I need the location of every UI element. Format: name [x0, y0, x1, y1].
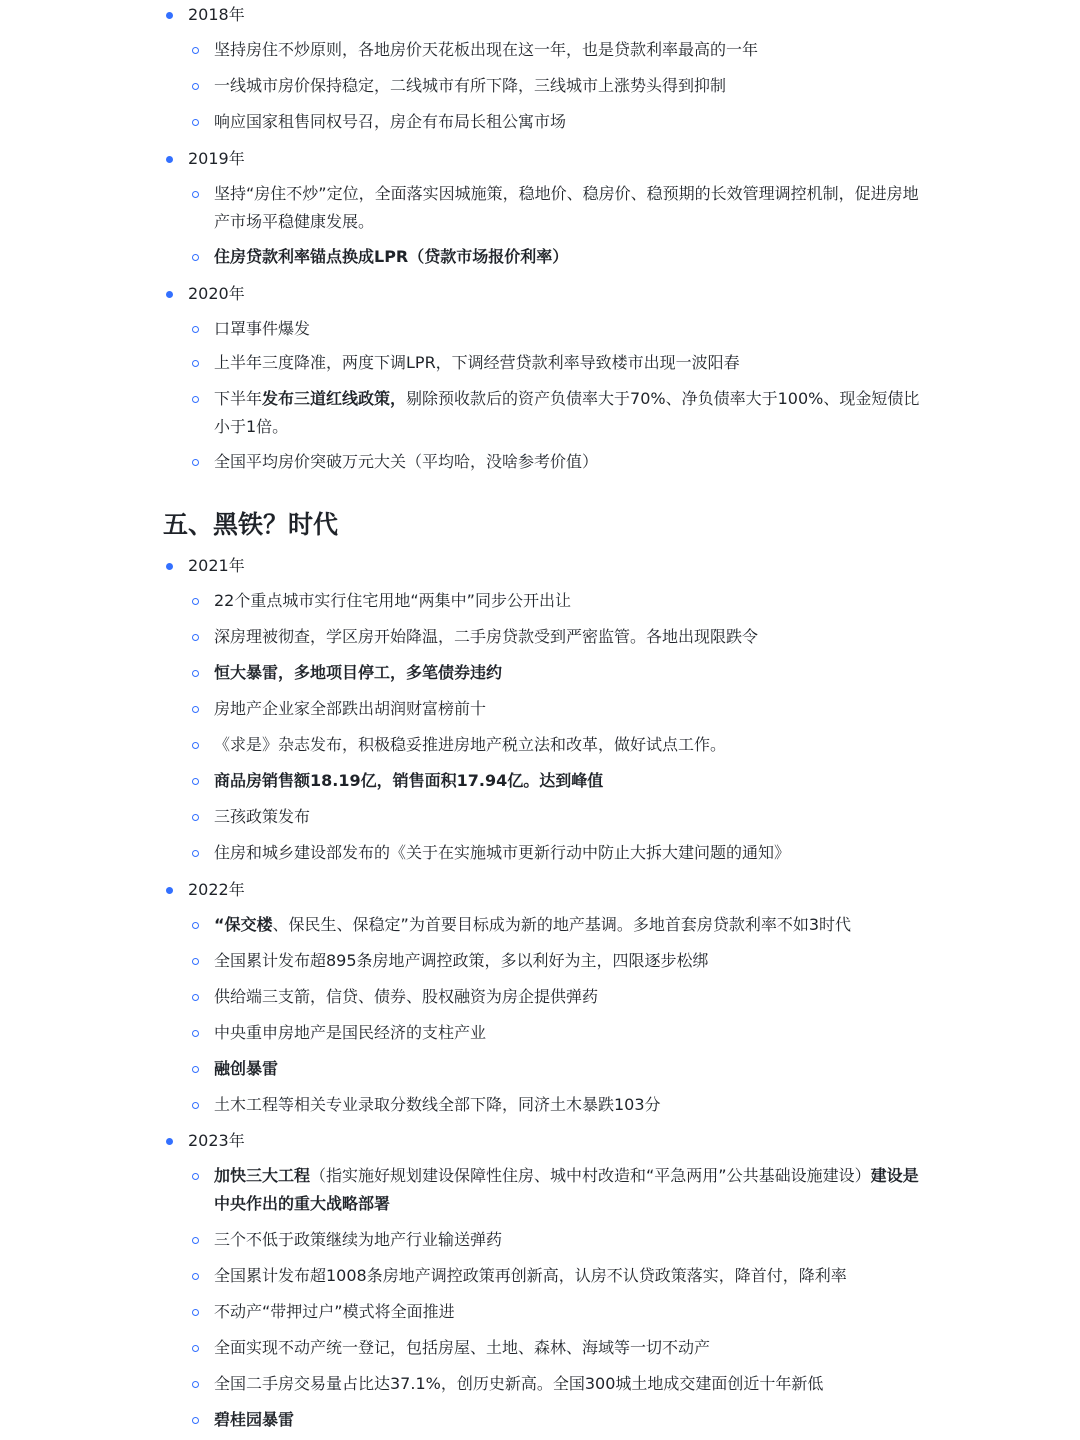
- list-item: “保交楼、保民生、保稳定”为首要目标成为新的地产基调。多地首套房贷款利率不如3时代: [214, 911, 924, 939]
- list-item: 土木工程等相关专业录取分数线全部下降，同济土木暴跌103分: [214, 1091, 924, 1119]
- year-bullet: 2018年: [188, 0, 245, 30]
- list-item: 三孩政策发布: [214, 803, 924, 831]
- list-item: 全面实现不动产统一登记，包括房屋、土地、森林、海域等一切不动产: [214, 1334, 924, 1362]
- list-item: 《求是》杂志发布，积极稳妥推进房地产税立法和改革，做好试点工作。: [214, 731, 924, 759]
- list-item: 坚持房住不炒原则，各地房价天花板出现在这一年，也是贷款利率最高的一年: [214, 36, 924, 64]
- list-item: 不动产“带押过户”模式将全面推进: [214, 1298, 924, 1326]
- list-item: 坚持“房住不炒”定位，全面落实因城施策，稳地价、稳房价、稳预期的长效管理调控机制，促进房地产市场平稳健康发展。: [214, 180, 924, 236]
- list-item: 中央重申房地产是国民经济的支柱产业: [214, 1019, 924, 1047]
- list-item: 供给端三支箭，信贷、债券、股权融资为房企提供弹药: [214, 983, 924, 1011]
- list-item: 响应国家租售同权号召，房企有布局长租公寓市场: [214, 108, 924, 136]
- section-heading: 五、黑铁？时代: [163, 510, 339, 539]
- list-item: 全国二手房交易量占比达37.1%，创历史新高。全国300城土地成交建面创近十年新低: [214, 1370, 924, 1398]
- list-item: 22个重点城市实行住宅用地“两集中”同步公开出让: [214, 587, 924, 615]
- list-item: 口罩事件爆发: [214, 315, 924, 343]
- list-item: 一线城市房价保持稳定，二线城市有所下降，三线城市上涨势头得到抑制: [214, 72, 924, 100]
- year-bullet: 2021年: [188, 551, 245, 581]
- list-item: 住房贷款利率锚点换成LPR（贷款市场报价利率）: [214, 243, 924, 271]
- list-item: 融创暴雷: [214, 1055, 924, 1083]
- year-bullet: 2020年: [188, 279, 245, 309]
- list-item: 三个不低于政策继续为地产行业输送弹药: [214, 1226, 924, 1254]
- list-item: 全国平均房价突破万元大关（平均哈，没啥参考价值）: [214, 448, 924, 476]
- year-bullet: 2019年: [188, 144, 245, 174]
- list-item: 加快三大工程（指实施好规划建设保障性住房、城中村改造和“平急两用”公共基础设施建设）建设是中央作出的重大战略部署: [214, 1162, 924, 1218]
- list-item: 全国累计发布超895条房地产调控政策，多以利好为主，四限逐步松绑: [214, 947, 924, 975]
- list-item: 上半年三度降准，两度下调LPR，下调经营贷款利率导致楼市出现一波阳春: [214, 349, 924, 377]
- list-item: 商品房销售额18.19亿，销售面积17.94亿。达到峰值: [214, 767, 924, 795]
- list-item: 全国累计发布超1008条房地产调控政策再创新高，认房不认贷政策落实，降首付，降利率: [214, 1262, 924, 1290]
- list-item: 住房和城乡建设部发布的《关于在实施城市更新行动中防止大拆大建问题的通知》: [214, 839, 924, 867]
- list-item: 恒大暴雷，多地项目停工，多笔债券违约: [214, 659, 924, 687]
- year-bullet: 2023年: [188, 1126, 245, 1156]
- list-item: 下半年发布三道红线政策，剔除预收款后的资产负债率大于70%、净负债率大于100%、现金短债比小于1倍。: [214, 385, 924, 441]
- list-item: 房地产企业家全部跌出胡润财富榜前十: [214, 695, 924, 723]
- list-item: 碧桂园暴雷: [214, 1406, 924, 1434]
- list-item: 深房理被彻查，学区房开始降温，二手房贷款受到严密监管。各地出现限跌令: [214, 623, 924, 651]
- year-bullet: 2022年: [188, 875, 245, 905]
